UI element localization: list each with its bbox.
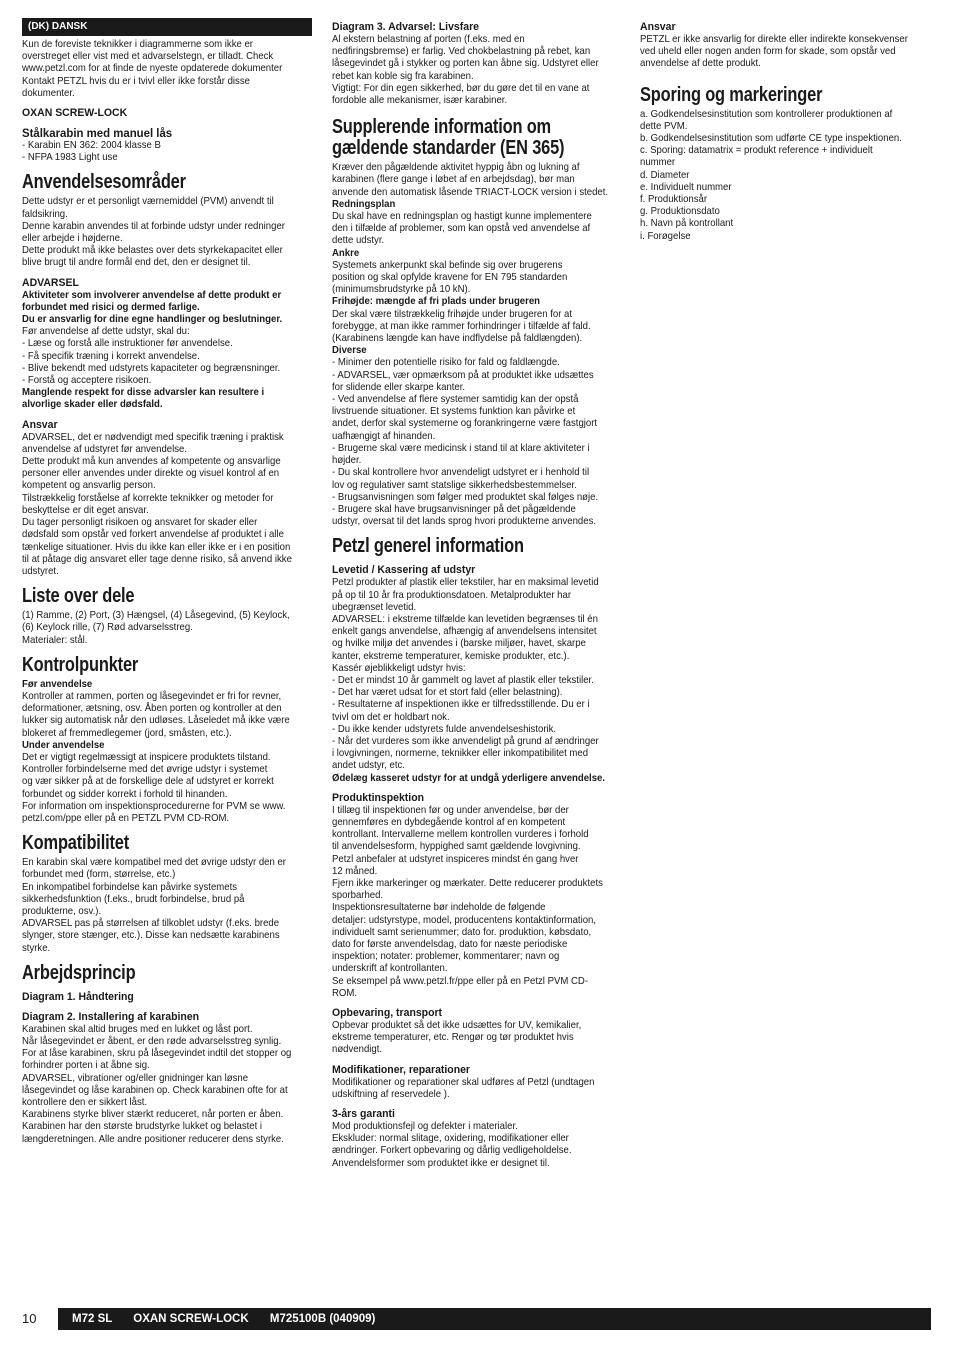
redningsplan-title: Redningsplan <box>332 198 396 210</box>
diverse-text: - Minimer den potentielle risiko for fald og faldlængde. - ADVARSEL, vær opmærksom på at produktet ikke udsættes for slidende eller skarpe kanter. - Ved anvendelse af flere systemer samtidig kan der opstå livstruende situationer. Et systems funktion kan påvirke et andet, derfor skal systemerne og forankringerne være fastgjort uafhængigt af hinanden. - Brugerne skal være medicinsk i stand til at klare aktiviteter i højder. - Du skal kontrollere hvor anvendeligt udstyret er i henhold til lov og regulativer samt statslige sikkerhedsbestemmelser. - Brugsanvisningen som følger med produktet skal følges nøje. - Brugere skal have brugsanvisninger på det pågældende udstyr, oversat til det lands sprog hvori produkterne anvendes. <box>332 357 599 528</box>
advarsel-title: ADVARSEL <box>22 276 79 289</box>
liste-text: (1) Ramme, (2) Port, (3) Hængsel, (4) Låsegevind, (5) Keylock, (6) Keylock rille, (7) Rød advarselsstreg. Materialer: stål. <box>22 610 290 646</box>
page-footer <box>22 1308 931 1330</box>
diverse-title: Diverse <box>332 345 367 357</box>
modifikationer-title: Modifikationer, reparationer <box>332 1063 471 1076</box>
column-3 <box>640 18 930 243</box>
page-number: 10 <box>22 1311 37 1326</box>
heading-sporing: Sporing og markeringer <box>640 83 823 106</box>
frihoejde-title: Frihøjde: mængde af fri plads under brugeren <box>332 296 541 308</box>
footer-product: OXAN SCREW-LOCK <box>133 1313 249 1325</box>
levetid-title: Levetid / Kassering af udstyr <box>332 564 476 577</box>
levetid-text: Petzl produkter af plastik eller tekstiler, har en maksimal levetid på op til 10 år fra produktionsdatoen. Metalprodukter har ubegrænset levetid. ADVARSEL: i ekstreme tilfælde kan levetiden begrænses til én enkelt gangs anvendelse, afhængig af anvendelsens intensitet og hvilke miljø det anvendes i (barske miljøer, havet, skarpe kanter, ekstreme temperaturer, kemiske produkter, etc.). Kassér øjeblikkeligt udstyr hvis: - Det er mindst 10 år gammelt og lavet af plastik eller tekstiler. - Det har været udsat for et stort fald (eller belastning). - Resultaterne af inspektionen ikke er tilfredsstillende. Du er i tvivl om det er holdbart nok. - Du ikke kender udstyrets fulde anvendelseshistorik. - Når det vurderes som ikke anvendeligt på grund af ændringer i lovgivningen, normerne, teknikker eller inkompatibilitet med andet udstyr, etc. <box>332 577 599 772</box>
heading-petzl: Petzl generel information <box>332 535 524 558</box>
ansvar-text-col3: PETZL er ikke ansvarlig for direkte eller indirekte konsekvenser ved uheld eller nogen anden form for skade, som opstår ved anvendelse af dette produkt. <box>640 34 908 70</box>
product-name: OXAN SCREW-LOCK <box>22 107 128 120</box>
anvendelse-text: Dette udstyr er et personligt værnemiddel (PVM) anvendt til faldsikring. Denne karabin anvendes til at forbinde udstyr under redninger eller arbejde i højderne. Dette produkt må ikke belastes over dets styrkekapacitet eller blive brugt til andre formål end det, den er designet til. <box>22 196 285 269</box>
standards-list: - Karabin EN 362: 2004 klasse B - NFPA 1983 Light use <box>22 140 161 164</box>
diagram-2-title: Diagram 2. Installering af karabinen <box>22 1010 200 1023</box>
heading-supplerende: Supplerende information om gældende standarder (EN 365) <box>332 116 565 160</box>
opbevaring-title: Opbevaring, transport <box>332 1007 443 1020</box>
supplerende-text: Kræver den pågældende aktivitet hyppig åbn og lukning af karabinen (flere gange i løbet af en arbejdsdag), bør man anvende den automatisk låsende TRIACT-LOCK version i stedet. <box>332 162 609 198</box>
foer-text: Kontroller at rammen, porten og låsegevindet er fri for revner, deformationer, ætsning, osv. Åben porten og kontroller at den lukker sig automatisk når den udløses. Låseledet må ikke være blokeret af fremmedlegemer (jord, småsten, etc.). <box>22 690 290 739</box>
column-2 <box>332 18 622 1170</box>
advarsel-bold: Aktiviteter som involverer anvendelse af dette produkt er forbundet med risici og dermed farlige. Du er ansvarlig for dine egne handlinger og beslutninger. <box>22 289 283 326</box>
language-header: (DK) DANSK <box>22 18 312 36</box>
levetid-bold: Ødelæg kasseret udstyr for at undgå yderligere anvendelse. <box>332 772 606 784</box>
heading-arbejds: Arbejdsprincip <box>22 961 136 984</box>
ansvar-title-col3: Ansvar <box>640 21 676 33</box>
diagram-2-text: Karabinen skal altid bruges med en lukket og låst port. Når låsegevindet er åbent, er den røde advarselsstreg synlig. For at låse karabinen, skru på låsegevindet indtil det stopper og forhindrer porten i at åbne sig. ADVARSEL, vibrationer og/eller gnidninger kan løsne låsegevindet og låse karabinen op. Check karabinen ofte for at kontrollere den er sikkert låst. Karabinens styrke bliver stærkt reduceret, når porten er åben. Karabinen har den største brudstyrke lukket og belastet i længderetningen. Alle andre positioner reducerer dens styrke. <box>22 1023 292 1145</box>
intro-text: Kun de foreviste teknikker i diagrammerne som ikke er overstreget eller vist med et advarselstegn, er tilladt. Check www.petzl.com for at finde de nyeste opdaterede dokumenter Kontakt PETZL hvis du er i tvivl eller ikke forstår disse dokumenter. <box>22 39 283 99</box>
foer-title: Før anvendelse <box>22 678 93 690</box>
heading-liste: Liste over dele <box>22 585 135 608</box>
opbevaring-text: Opbevar produktet så det ikke udsættes for UV, kemikalier, ekstreme temperaturer, etc. Rengør og tør produktet hvis nødvendigt. <box>332 1020 582 1056</box>
kompat-text: En karabin skal være kompatibel med det øvrige udstyr den er forbundet med (form, størrelse, etc.) En inkompatibel forbindelse kan påvirke systemets sikkerhedsfunktion (f.eks., brudt forbindelse, brud på produkterne, osv.). ADVARSEL pas på størrelsen af tilkoblet udstyr (f.eks. brede slynger, store stænger, etc.). Disse kan nedsætte karabinens styrke. <box>22 857 287 954</box>
frihoejde-text: Der skal være tilstrækkelig frihøjde under brugeren for at forebygge, at man ikke rammer forhindringer i tilfælde af fald. (Karabinens længde kan have indflydelse på faldlængden). <box>332 308 591 345</box>
under-text: Det er vigtigt regelmæssigt at inspicere produktets tilstand. Kontroller forbindelserne med det øvrige udstyr i systemet og vær sikker på at de forskellige dele af udstyret er korrekt forbundet og sidder korrekt i forhold til hinanden. For information om inspektionsprocedurerne for PVM se www. petzl.com/ppe eller på en PETZL PVM CD-ROM. <box>22 751 286 824</box>
ansvar-text: ADVARSEL, det er nødvendigt med specifik træning i praktisk anvendelse af udstyret før anvendelse. Dette produkt må kun anvendes af kompetente og ansvarlige personer eller anvendes under direkte og visuel kontrol af en kompetent og ansvarlig person. Tilstrækkelig forståelse af korrekte teknikker og metoder for beskyttelse er dit eget ansvar. Du tager personligt risikoen og ansvaret for skader eller dødsfald som opstår ved forkert anvendelse af produktet i alle tænkelige situationer. Hvis du ikke kan eller ikke er i en position til at påtage dig ansvaret eller tage denne risiko, så anvend ikke udstyret. <box>22 431 292 577</box>
inspektion-title: Produktinspektion <box>332 791 424 804</box>
garanti-title: 3-års garanti <box>332 1108 395 1121</box>
heading-kompat: Kompatibilitet <box>22 832 130 855</box>
diagram-3-title: Diagram 3. Advarsel: Livsfare <box>332 21 479 33</box>
advarsel-bold-2: Manglende respekt for disse advarsler kan resultere i alvorlige skader eller dødsfald. <box>22 387 265 411</box>
ansvar-title: Ansvar <box>22 418 58 431</box>
inspektion-text: I tillæg til inspektionen før og under anvendelse, bør der gennemføres en dybdegående kontrol af en kompetent kontrollant. Intervallerne mellem kontrollen vurderes i forhold til anvendelsesform, hyppighed samt gældende lovgivning. Petzl anbefaler at udstyret inspiceres mindst én gang hver 12 måned. Fjern ikke markeringer og mærkater. Dette reducerer produktets sporbarhed. Inspektionsresultaterne bør indeholde de følgende detaljer: udstyrstype, model, producentens kontaktinformation, individuelt samt serienummer; dato for. produktion, købsdato, dato for første anvendelsdag, dato for næste periodiske inspektion; notater: problemer, kommentarer; navn og underskrift af kontrollanten. Se eksempel på www.petzl.fr/ppe eller på en Petzl PVM CD- ROM. <box>332 804 603 999</box>
garanti-text: Mod produktionsfejl og defekter i materialer. Ekskluder: normal slitage, oxidering, modifikationer eller ændringer. Forkert opbevaring og dårlig vedligeholdelse. Anvendelsformer som produktet ikke er designet til. <box>332 1121 572 1169</box>
product-subtitle: Stålkarabin med manuel lås <box>22 126 173 141</box>
footer-model: M72 SL <box>72 1313 113 1325</box>
footer-ref: M725100B (040909) <box>269 1313 376 1325</box>
heading-kontrol: Kontrolpunkter <box>22 653 139 676</box>
sporing-text: a. Godkendelsesinstitution som kontrollerer produktionen af dette PVM. b. Godkendelsesinstitution som udførte CE type inspektionen. c. Sporing: datamatrix = produkt reference + individuelt nummer d. Diameter e. Individuelt nummer f. Produktionsår g. Produktionsdato h. Navn på kontrollant i. Forøgelse <box>640 108 902 242</box>
ankre-title: Ankre <box>332 247 360 259</box>
diagram-3-text: Al ekstern belastning af porten (f.eks. med en nedfiringsbremse) er farlig. Ved chokbelastning på rebet, kan låsegevindet gå i stykker og porten kan åbne sig. Udstyret eller rebet kan koble sig fra karabinen. Vigtigt: For din egen sikkerhed, bør du gøre det til en vane at fordoble alle mekanismer, især karabiner. <box>332 34 599 107</box>
under-title: Under anvendelse <box>22 739 105 751</box>
footer-bar <box>58 1308 931 1330</box>
heading-anvendelse: Anvendelsesområder <box>22 171 186 194</box>
ankre-text: Systemets ankerpunkt skal befinde sig over brugerens position og skal opfylde kravene for EN 795 standarden (minimumsbrudstyrke på 10 kN). <box>332 259 568 296</box>
column-1 <box>22 18 312 1146</box>
redningsplan-text: Du skal have en redningsplan og hastigt kunne implementere den i tilfælde af problemer, som kan opstå ved anvendelse af dette udstyr. <box>332 211 592 247</box>
advarsel-text: Før anvendelse af dette udstyr, skal du: - Læse og forstå alle instruktioner før anvendelse. - Få specifik træning i korrekt anvendelse. - Blive bekendt med udstyrets kapaciteter og begrænsninger. - Forstå og acceptere risikoen. <box>22 326 281 387</box>
diagram-1-title: Diagram 1. Håndtering <box>22 990 134 1003</box>
modifikationer-text: Modifikationer og reparationer skal udføres af Petzl (undtagen udskiftning af reservedele ). <box>332 1076 595 1100</box>
